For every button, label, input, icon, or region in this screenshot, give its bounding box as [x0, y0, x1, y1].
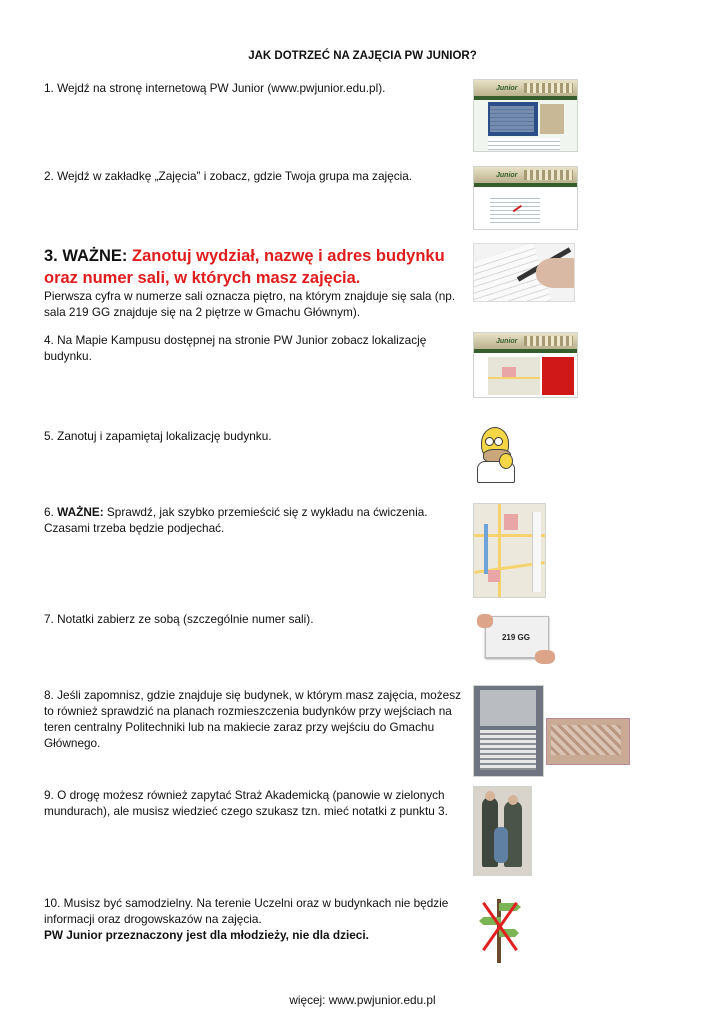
step-2-text: 2. Wejdź w zakładkę „Zajęcia” i zobacz, gdzie Twoja grupa ma zajęcia. [44, 169, 413, 183]
step-3-heading: 3. WAŻNE: Zanotuj wydział, nazwę i adres budynku oraz numer sali, w których masz zajęcia. [44, 247, 445, 287]
step-3-detail: Pierwsza cyfra w numerze sali oznacza piętro, na którym znajduje się sala (np. sala 219 GG znajduje się na 2 piętrze w Gmachu Głównym). [44, 289, 456, 319]
website-screenshot-1 [473, 79, 578, 152]
step-10-text: 10. Musisz być samodzielny. Na terenie Uczelni oraz w budynkach nie będzie informacji oraz drogowskazów na zajęcia. PW Junior przeznaczony jest dla młodzieży, nie dla dzieci. [44, 896, 449, 942]
step-6-text: 6. WAŻNE: Sprawdź, jak szybko przemieścić się z wykładu na ćwiczenia. Czasami trzeba będzie podjechać. [44, 505, 428, 535]
campus-map-screenshot: Junior [473, 332, 578, 398]
step-7-text: 7. Notatki zabierz ze sobą (szczególnie numer sali). [44, 612, 314, 626]
page-title: JAK DOTRZEĆ NA ZAJĘCIA PW JUNIOR? [248, 50, 477, 62]
website-screenshot-2: Junior [473, 166, 578, 230]
room-card-image [473, 608, 561, 668]
step-1-text: 1. Wejdź na stronę internetową PW Junior (www.pwjunior.edu.pl). [44, 81, 386, 95]
crossed-signpost-image [473, 893, 525, 965]
footer-link-text: więcej: www.pwjunior.edu.pl [289, 993, 436, 1007]
step-9-text: 9. O drogę możesz również zapytać Straż Akademicką (panowie w zielonych mundurach), ale musisz wiedzieć czego szukasz tzn. mieć notatki z punktu 3. [44, 788, 448, 818]
campus-model-image [546, 718, 630, 765]
step-8-text: 8. Jeśli zapomnisz, gdzie znajduje się budynek, w którym masz zajęcia, możesz to również sprawdzić na planach rozmieszczenia budynków przy wejściach na teren centralny Politechniki lub na makiecie zaraz przy wejściu do Gmachu Głównego. [44, 688, 461, 750]
step-5-text: 5. Zanotuj i zapamiętaj lokalizację budynku. [44, 429, 272, 443]
campus-plan-board-image [473, 685, 544, 777]
step-10-bold: PW Junior przeznaczony jest dla młodzieży, nie dla dzieci. [44, 928, 369, 942]
site-logo-text: Junior [496, 85, 518, 92]
homer-thinking-image [473, 425, 517, 483]
room-card-text: 219 GG [501, 633, 530, 642]
step-4-text: 4. Na Mapie Kampusu dostępnej na stronie PW Junior zobacz lokalizację budynku. [44, 333, 427, 363]
route-map-image [473, 503, 546, 598]
security-guards-image [473, 786, 532, 876]
notepad-pen-image [473, 243, 575, 302]
